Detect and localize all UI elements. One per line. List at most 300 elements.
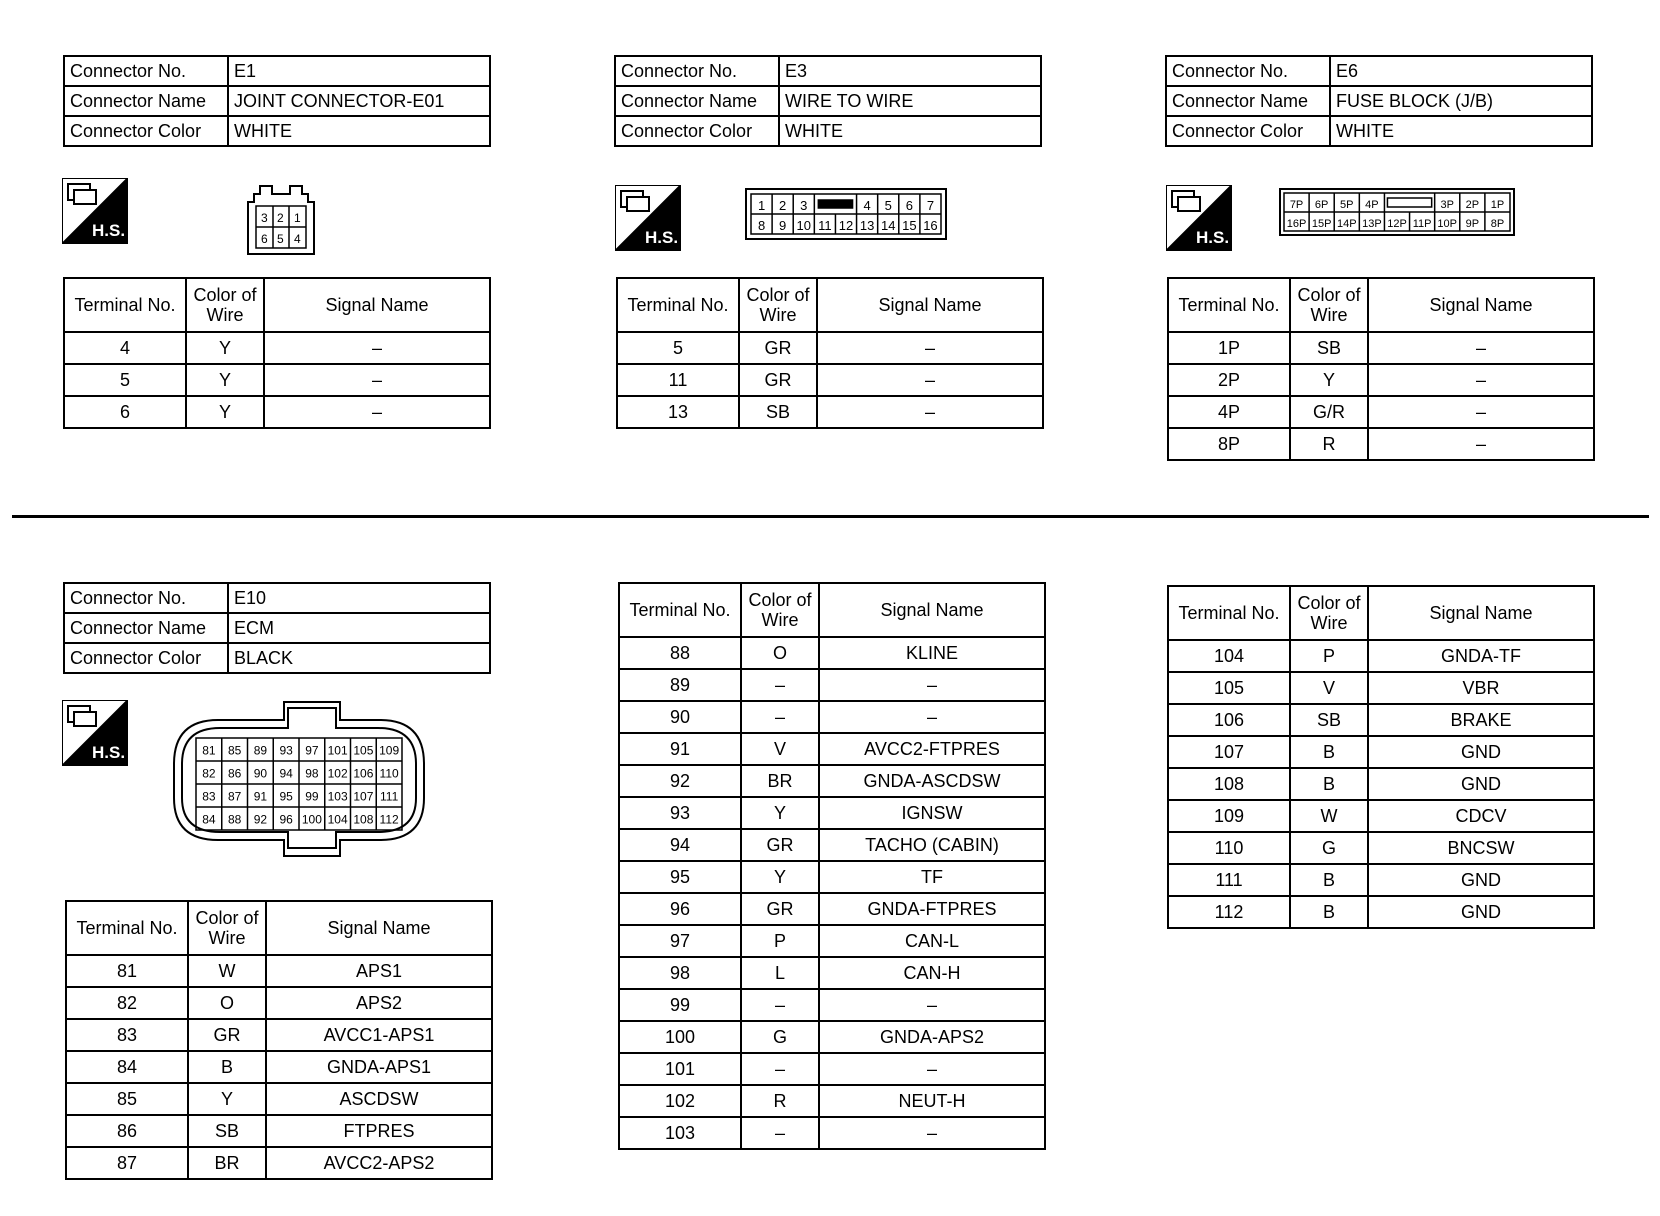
signal-name-cell: CAN-L [819, 925, 1045, 957]
signal-name-cell: ASCDSW [266, 1083, 492, 1115]
wire-color-cell: Y [1290, 364, 1368, 396]
col-color-line1: Color of [746, 285, 810, 305]
terminal-cell: 89 [619, 669, 741, 701]
connector-no-value: E1 [228, 56, 490, 86]
harness-side-icon [615, 185, 681, 251]
pin: 7P [1289, 199, 1304, 211]
pin: 108 [353, 812, 374, 827]
col-color-line1: Color of [195, 908, 259, 928]
table-row [617, 396, 1043, 428]
signal-name-cell: – [1368, 428, 1594, 460]
connector-no-value: E6 [1330, 56, 1592, 86]
pin: 87 [227, 789, 242, 804]
pin: 103 [327, 789, 348, 804]
hs-label: H.S. [92, 743, 126, 762]
connector-name-label: Connector Name [64, 86, 228, 116]
pin: 4 [863, 198, 871, 213]
pin: 8P [1490, 218, 1505, 230]
col-signal: Signal Name [1368, 278, 1594, 332]
wire-color-cell: W [1290, 800, 1368, 832]
pin: 10 [796, 218, 812, 233]
signal-name-cell: GND [1368, 864, 1594, 896]
connector-info-e3 [614, 55, 1042, 147]
col-signal: Signal Name [266, 901, 492, 955]
terminal-table-e10-a [65, 900, 493, 1180]
signal-name-cell: – [817, 396, 1043, 428]
signal-name-cell: GNDA-APS1 [266, 1051, 492, 1083]
table-row [1168, 332, 1594, 364]
connector-color-label: Connector Color [64, 643, 228, 673]
col-signal: Signal Name [1368, 586, 1594, 640]
table-row [66, 1019, 492, 1051]
wire-color-cell: – [741, 701, 819, 733]
table-row [619, 861, 1045, 893]
terminal-cell: 105 [1168, 672, 1290, 704]
terminal-table-e10-b [618, 582, 1046, 1150]
wire-color-cell: O [741, 637, 819, 669]
signal-name-cell: NEUT-H [819, 1085, 1045, 1117]
pin: 5 [277, 232, 284, 246]
connector-no-label: Connector No. [64, 56, 228, 86]
pin: 105 [353, 743, 374, 758]
pin: 2 [779, 198, 787, 213]
terminal-table-e1 [63, 277, 491, 429]
wire-color-cell: BR [741, 765, 819, 797]
table-row [619, 1085, 1045, 1117]
harness-side-icon [1166, 185, 1232, 251]
pin: 3P [1440, 199, 1454, 211]
pin: 6 [261, 232, 268, 246]
terminal-cell: 106 [1168, 704, 1290, 736]
pin: 4P [1365, 199, 1379, 211]
wire-color-cell: B [1290, 864, 1368, 896]
signal-name-cell: GNDA-ASCDSW [819, 765, 1045, 797]
pin: 81 [202, 743, 216, 758]
signal-name-cell: – [264, 364, 490, 396]
signal-name-cell: CDCV [1368, 800, 1594, 832]
pin: 5P [1340, 199, 1354, 211]
terminal-cell: 4 [64, 332, 186, 364]
terminal-cell: 92 [619, 765, 741, 797]
col-terminal: Terminal No. [619, 583, 741, 637]
signal-name-cell: TF [819, 861, 1045, 893]
wire-color-cell: Y [186, 332, 264, 364]
table-row [619, 765, 1045, 797]
signal-name-cell: APS2 [266, 987, 492, 1019]
signal-name-cell: – [264, 396, 490, 428]
connector-no-value: E3 [779, 56, 1041, 86]
connector-name-label: Connector Name [64, 613, 228, 643]
wire-color-cell: GR [188, 1019, 266, 1051]
col-color-line2: Wire [206, 305, 244, 325]
pin: 89 [253, 743, 268, 758]
signal-name-cell: BNCSW [1368, 832, 1594, 864]
pin: 82 [202, 766, 216, 781]
table-row [617, 364, 1043, 396]
terminal-cell: 98 [619, 957, 741, 989]
table-row [1168, 704, 1594, 736]
pin: 93 [279, 743, 293, 758]
connector-name-label: Connector Name [1166, 86, 1330, 116]
col-color-line2: Wire [1310, 613, 1348, 633]
terminal-cell: 82 [66, 987, 188, 1019]
terminal-cell: 97 [619, 925, 741, 957]
connector-no-label: Connector No. [1166, 56, 1330, 86]
signal-name-cell: AVCC2-FTPRES [819, 733, 1045, 765]
wire-color-cell: GR [739, 364, 817, 396]
pin: 12P [1387, 218, 1407, 230]
col-color-line2: Wire [761, 610, 799, 630]
pin: 13P [1362, 218, 1382, 230]
pin: 111 [380, 789, 399, 804]
signal-name-cell: GNDA-FTPRES [819, 893, 1045, 925]
hs-label: H.S. [1196, 228, 1230, 247]
terminal-cell: 86 [66, 1115, 188, 1147]
connector-name-value: ECM [228, 613, 490, 643]
table-row [619, 1021, 1045, 1053]
pin: 11 [818, 218, 832, 233]
table-row [619, 733, 1045, 765]
terminal-cell: 111 [1168, 864, 1290, 896]
signal-name-cell: AVCC1-APS1 [266, 1019, 492, 1051]
pin: 95 [279, 789, 293, 804]
wire-color-cell: SB [1290, 332, 1368, 364]
pin: 3 [261, 211, 268, 225]
pin: 107 [353, 789, 374, 804]
connector-face-e1 [242, 182, 332, 258]
wire-color-cell: – [741, 1053, 819, 1085]
wire-color-cell: R [1290, 428, 1368, 460]
connector-color-value: WHITE [228, 116, 490, 146]
wire-color-cell: Y [741, 797, 819, 829]
pin: 90 [253, 766, 268, 781]
terminal-cell: 81 [66, 955, 188, 987]
pin: 112 [379, 812, 399, 827]
pin: 5 [884, 198, 892, 213]
pin: 94 [279, 766, 293, 781]
table-row [64, 396, 490, 428]
table-row [1168, 364, 1594, 396]
wire-color-cell: R [741, 1085, 819, 1117]
connector-face-e10 [170, 698, 430, 860]
hs-label: H.S. [645, 228, 679, 247]
pin: 8 [757, 218, 766, 233]
terminal-cell: 83 [66, 1019, 188, 1051]
connector-name-value: FUSE BLOCK (J/B) [1330, 86, 1592, 116]
connector-name-value: JOINT CONNECTOR-E01 [228, 86, 490, 116]
terminal-cell: 8P [1168, 428, 1290, 460]
col-color-line1: Color of [1297, 593, 1361, 613]
table-row [1168, 736, 1594, 768]
wire-color-cell: – [741, 669, 819, 701]
pin: 12 [838, 218, 854, 233]
wire-color-cell: L [741, 957, 819, 989]
table-row [66, 1115, 492, 1147]
pin: 4 [294, 232, 301, 246]
section-divider [12, 515, 1649, 518]
wire-color-cell: – [741, 1117, 819, 1149]
wire-color-cell: P [1290, 640, 1368, 672]
pin: 14P [1336, 218, 1357, 230]
wire-color-cell: B [1290, 896, 1368, 928]
col-terminal: Terminal No. [1168, 586, 1290, 640]
connector-name-label: Connector Name [615, 86, 779, 116]
signal-name-cell: – [1368, 332, 1594, 364]
terminal-cell: 5 [617, 332, 739, 364]
pin: 3 [800, 198, 808, 213]
pin: 106 [353, 766, 374, 781]
signal-name-cell: GND [1368, 768, 1594, 800]
col-color-line2: Wire [759, 305, 797, 325]
pin: 101 [327, 743, 348, 758]
wire-color-cell: V [741, 733, 819, 765]
wire-color-cell: GR [741, 829, 819, 861]
wire-color-cell: – [741, 989, 819, 1021]
table-row [66, 987, 492, 1019]
wire-color-cell: Y [188, 1083, 266, 1115]
wire-color-cell: W [188, 955, 266, 987]
terminal-cell: 13 [617, 396, 739, 428]
terminal-table-e10-c [1167, 585, 1595, 929]
pin: 86 [227, 766, 242, 781]
pin: 15 [902, 218, 917, 233]
terminal-cell: 88 [619, 637, 741, 669]
wire-color-cell: Y [186, 396, 264, 428]
terminal-table-e6 [1167, 277, 1595, 461]
pin: 99 [305, 789, 319, 804]
table-row [66, 1051, 492, 1083]
table-row [1168, 768, 1594, 800]
connector-color-value: WHITE [1330, 116, 1592, 146]
wire-color-cell: BR [188, 1147, 266, 1179]
connector-color-label: Connector Color [64, 116, 228, 146]
pin: 100 [301, 812, 322, 827]
connector-face-e3 [744, 187, 950, 243]
connector-no-label: Connector No. [64, 583, 228, 613]
terminal-cell: 100 [619, 1021, 741, 1053]
terminal-cell: 2P [1168, 364, 1290, 396]
pin: 10P [1437, 218, 1458, 230]
terminal-cell: 95 [619, 861, 741, 893]
terminal-cell: 4P [1168, 396, 1290, 428]
table-row [619, 893, 1045, 925]
terminal-cell: 96 [619, 893, 741, 925]
signal-name-cell: – [1368, 364, 1594, 396]
pin: 2P [1465, 199, 1480, 211]
signal-name-cell: BRAKE [1368, 704, 1594, 736]
terminal-cell: 112 [1168, 896, 1290, 928]
terminal-cell: 94 [619, 829, 741, 861]
col-color [186, 278, 264, 332]
table-row [619, 1117, 1045, 1149]
signal-name-cell: – [819, 669, 1045, 701]
hs-label: H.S. [92, 221, 126, 240]
pin: 9 [779, 218, 787, 233]
table-row [1168, 832, 1594, 864]
terminal-cell: 5 [64, 364, 186, 396]
col-color [1290, 586, 1368, 640]
connector-color-label: Connector Color [615, 116, 779, 146]
terminal-cell: 109 [1168, 800, 1290, 832]
terminal-cell: 101 [619, 1053, 741, 1085]
signal-name-cell: GNDA-TF [1368, 640, 1594, 672]
pin: 14 [880, 218, 896, 233]
signal-name-cell: IGNSW [819, 797, 1045, 829]
table-row [619, 829, 1045, 861]
terminal-cell: 104 [1168, 640, 1290, 672]
wire-color-cell: SB [188, 1115, 266, 1147]
terminal-table-e3 [616, 277, 1044, 429]
connector-face-e6 [1278, 187, 1518, 239]
pin: 13 [859, 218, 875, 233]
signal-name-cell: – [817, 332, 1043, 364]
wire-color-cell: B [1290, 736, 1368, 768]
col-color [188, 901, 266, 955]
table-row [64, 332, 490, 364]
wire-color-cell: Y [186, 364, 264, 396]
signal-name-cell: VBR [1368, 672, 1594, 704]
pin: 1 [294, 211, 301, 225]
terminal-cell: 90 [619, 701, 741, 733]
signal-name-cell: GNDA-APS2 [819, 1021, 1045, 1053]
pin: 98 [305, 766, 319, 781]
table-row [1168, 800, 1594, 832]
col-color-line2: Wire [1310, 305, 1348, 325]
table-row [619, 989, 1045, 1021]
pin: 97 [305, 743, 319, 758]
terminal-cell: 11 [617, 364, 739, 396]
connector-color-label: Connector Color [1166, 116, 1330, 146]
signal-name-cell: TACHO (CABIN) [819, 829, 1045, 861]
table-row [617, 332, 1043, 364]
table-row [66, 1147, 492, 1179]
signal-name-cell: APS1 [266, 955, 492, 987]
connector-info-e1 [63, 55, 491, 147]
blank-cavity [1387, 198, 1431, 207]
harness-side-icon [62, 178, 128, 244]
col-terminal: Terminal No. [64, 278, 186, 332]
terminal-cell: 85 [66, 1083, 188, 1115]
pin: 11P [1412, 218, 1432, 230]
signal-name-cell: – [819, 701, 1045, 733]
wire-color-cell: O [188, 987, 266, 1019]
table-row [1168, 672, 1594, 704]
wire-color-cell: SB [1290, 704, 1368, 736]
signal-name-cell: GND [1368, 736, 1594, 768]
pin: 85 [227, 743, 242, 758]
col-color [1290, 278, 1368, 332]
col-color [739, 278, 817, 332]
signal-name-cell: – [819, 1117, 1045, 1149]
connector-no-value: E10 [228, 583, 490, 613]
signal-name-cell: CAN-H [819, 957, 1045, 989]
col-signal: Signal Name [264, 278, 490, 332]
harness-side-icon [62, 700, 128, 766]
connector-color-value: BLACK [228, 643, 490, 673]
pin: 15P [1311, 218, 1332, 230]
col-color-line1: Color of [748, 590, 812, 610]
wire-color-cell: G [741, 1021, 819, 1053]
table-row [66, 1083, 492, 1115]
terminal-cell: 87 [66, 1147, 188, 1179]
connector-info-e10 [63, 582, 491, 674]
wire-color-cell: V [1290, 672, 1368, 704]
col-terminal: Terminal No. [66, 901, 188, 955]
col-terminal: Terminal No. [1168, 278, 1290, 332]
pin: 92 [253, 812, 268, 827]
wire-color-cell: GR [739, 332, 817, 364]
wire-color-cell: B [188, 1051, 266, 1083]
table-row [619, 669, 1045, 701]
terminal-cell: 99 [619, 989, 741, 1021]
pin: 16P [1286, 218, 1307, 230]
col-color [741, 583, 819, 637]
table-row [1168, 896, 1594, 928]
terminal-cell: 93 [619, 797, 741, 829]
terminal-cell: 91 [619, 733, 741, 765]
signal-name-cell: – [264, 332, 490, 364]
pin: 1P [1490, 199, 1505, 211]
signal-name-cell: – [1368, 396, 1594, 428]
table-row [619, 925, 1045, 957]
table-row [619, 701, 1045, 733]
table-row [619, 1053, 1045, 1085]
wire-color-cell: G/R [1290, 396, 1368, 428]
table-row [619, 957, 1045, 989]
col-signal: Signal Name [819, 583, 1045, 637]
col-color-line1: Color of [1297, 285, 1361, 305]
table-row [64, 364, 490, 396]
pin: 96 [279, 812, 293, 827]
signal-name-cell: – [819, 989, 1045, 1021]
col-color-line1: Color of [193, 285, 257, 305]
terminal-cell: 6 [64, 396, 186, 428]
pin: 1 [757, 198, 766, 213]
terminal-cell: 102 [619, 1085, 741, 1117]
wire-color-cell: Y [741, 861, 819, 893]
terminal-cell: 108 [1168, 768, 1290, 800]
pin: 6P [1314, 199, 1329, 211]
col-terminal: Terminal No. [617, 278, 739, 332]
connector-color-value: WHITE [779, 116, 1041, 146]
col-signal: Signal Name [817, 278, 1043, 332]
pin: 2 [277, 211, 284, 225]
wire-color-cell: GR [741, 893, 819, 925]
pin: 110 [379, 766, 399, 781]
pin: 88 [227, 812, 242, 827]
terminal-cell: 103 [619, 1117, 741, 1149]
table-row [66, 955, 492, 987]
table-row [1168, 864, 1594, 896]
connector-info-e6 [1165, 55, 1593, 147]
table-row [1168, 428, 1594, 460]
signal-name-cell: – [819, 1053, 1045, 1085]
pin: 102 [327, 766, 348, 781]
wire-color-cell: B [1290, 768, 1368, 800]
pin: 84 [202, 812, 216, 827]
terminal-cell: 107 [1168, 736, 1290, 768]
signal-name-cell: KLINE [819, 637, 1045, 669]
pin: 91 [253, 789, 268, 804]
pin: 104 [327, 812, 348, 827]
blank-cavity [818, 200, 852, 208]
table-row [1168, 640, 1594, 672]
pin: 109 [379, 743, 400, 758]
connector-name-value: WIRE TO WIRE [779, 86, 1041, 116]
wire-color-cell: P [741, 925, 819, 957]
terminal-cell: 84 [66, 1051, 188, 1083]
pin: 16 [923, 218, 938, 233]
